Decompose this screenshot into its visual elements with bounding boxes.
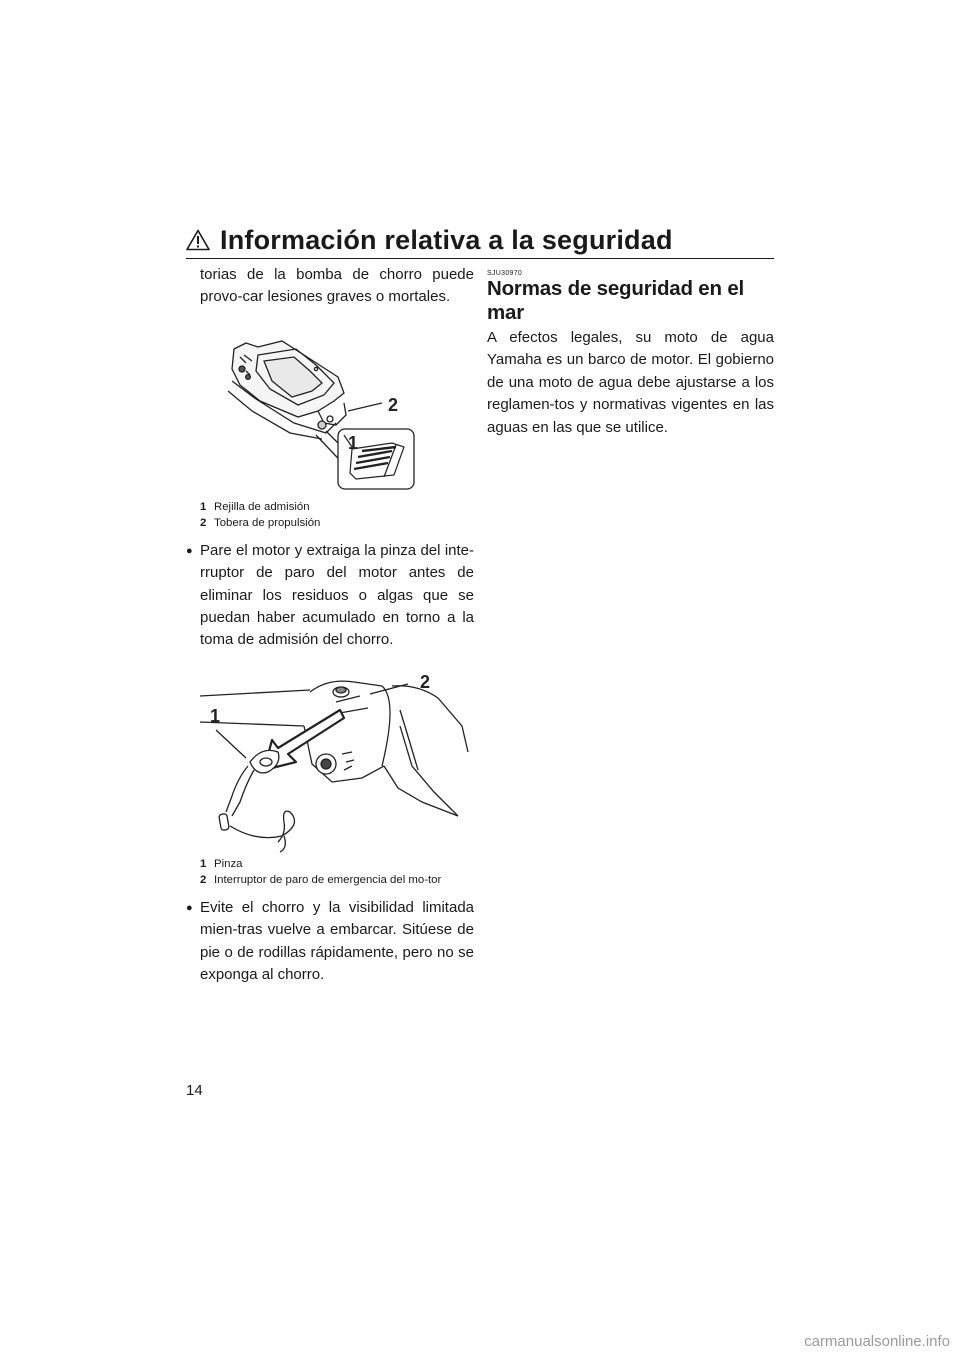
figure-jet-intake — [186, 319, 474, 495]
right-column — [487, 270, 774, 439]
jet-intake-illustration — [186, 319, 474, 495]
caption-text: Tobera de propulsión — [214, 517, 321, 530]
bullet-text: Evite el chorro y la visibilidad limitada mien-tras vuelve a embarcar. Sitúese de pie o de rodillas rápidamente, pero no se exponga al chorro. — [200, 898, 474, 984]
caption-row — [186, 856, 474, 873]
caption-text: Pinza — [214, 857, 243, 870]
bullet-dot: ● — [186, 901, 193, 914]
figure2-callout-1: 1 — [210, 705, 221, 726]
caption-text: Rejilla de admisión — [214, 500, 310, 513]
bullet-item — [186, 540, 474, 652]
bullet-dot: ● — [186, 544, 193, 557]
figure1-callout-2: 2 — [388, 394, 399, 415]
caption-text: Interruptor de paro de emergencia del mo-tor — [214, 874, 442, 887]
left-column — [186, 264, 474, 986]
section-code: SJU30970 — [487, 270, 523, 277]
watermark: carmanualsonline.info — [804, 1333, 950, 1350]
warning-triangle-icon — [186, 229, 210, 251]
page-header — [186, 222, 774, 259]
section-title: Normas de seguridad en el mar — [487, 277, 745, 324]
handlebar-lanyard-illustration — [186, 666, 474, 854]
caption-number: 1 — [200, 500, 207, 513]
caption-number: 2 — [200, 517, 207, 530]
bullet-text: Pare el motor y extraiga la pinza del inte-rruptor de paro del motor antes de eliminar los residuos o algas que se puedan haber acumulado en torno a la toma de admisión del chorro. — [200, 541, 474, 649]
caption-row — [186, 515, 474, 532]
section-paragraph: A efectos legales, su moto de agua Yamaha es un barco de motor. El gobierno de una moto de agua debe ajustarse a los reglamen-tos y normativas vigentes en las aguas en las que se utilice. — [487, 329, 774, 436]
intro-paragraph: torias de la bomba de chorro puede provo-car lesiones graves o mortales. — [200, 266, 474, 306]
caption-number: 1 — [200, 857, 207, 870]
page-title: Información relativa a la seguridad — [220, 224, 673, 255]
figure2-caption — [186, 856, 474, 889]
caption-row — [186, 872, 474, 889]
figure1-caption — [186, 499, 474, 532]
figure2-callout-2: 2 — [420, 671, 431, 692]
bullet-item — [186, 897, 474, 987]
caption-number: 2 — [200, 874, 207, 887]
page-number: 14 — [186, 1082, 203, 1099]
caption-row — [186, 499, 474, 516]
figure-emergency-stop — [186, 666, 474, 854]
figure1-callout-1: 1 — [348, 432, 359, 453]
